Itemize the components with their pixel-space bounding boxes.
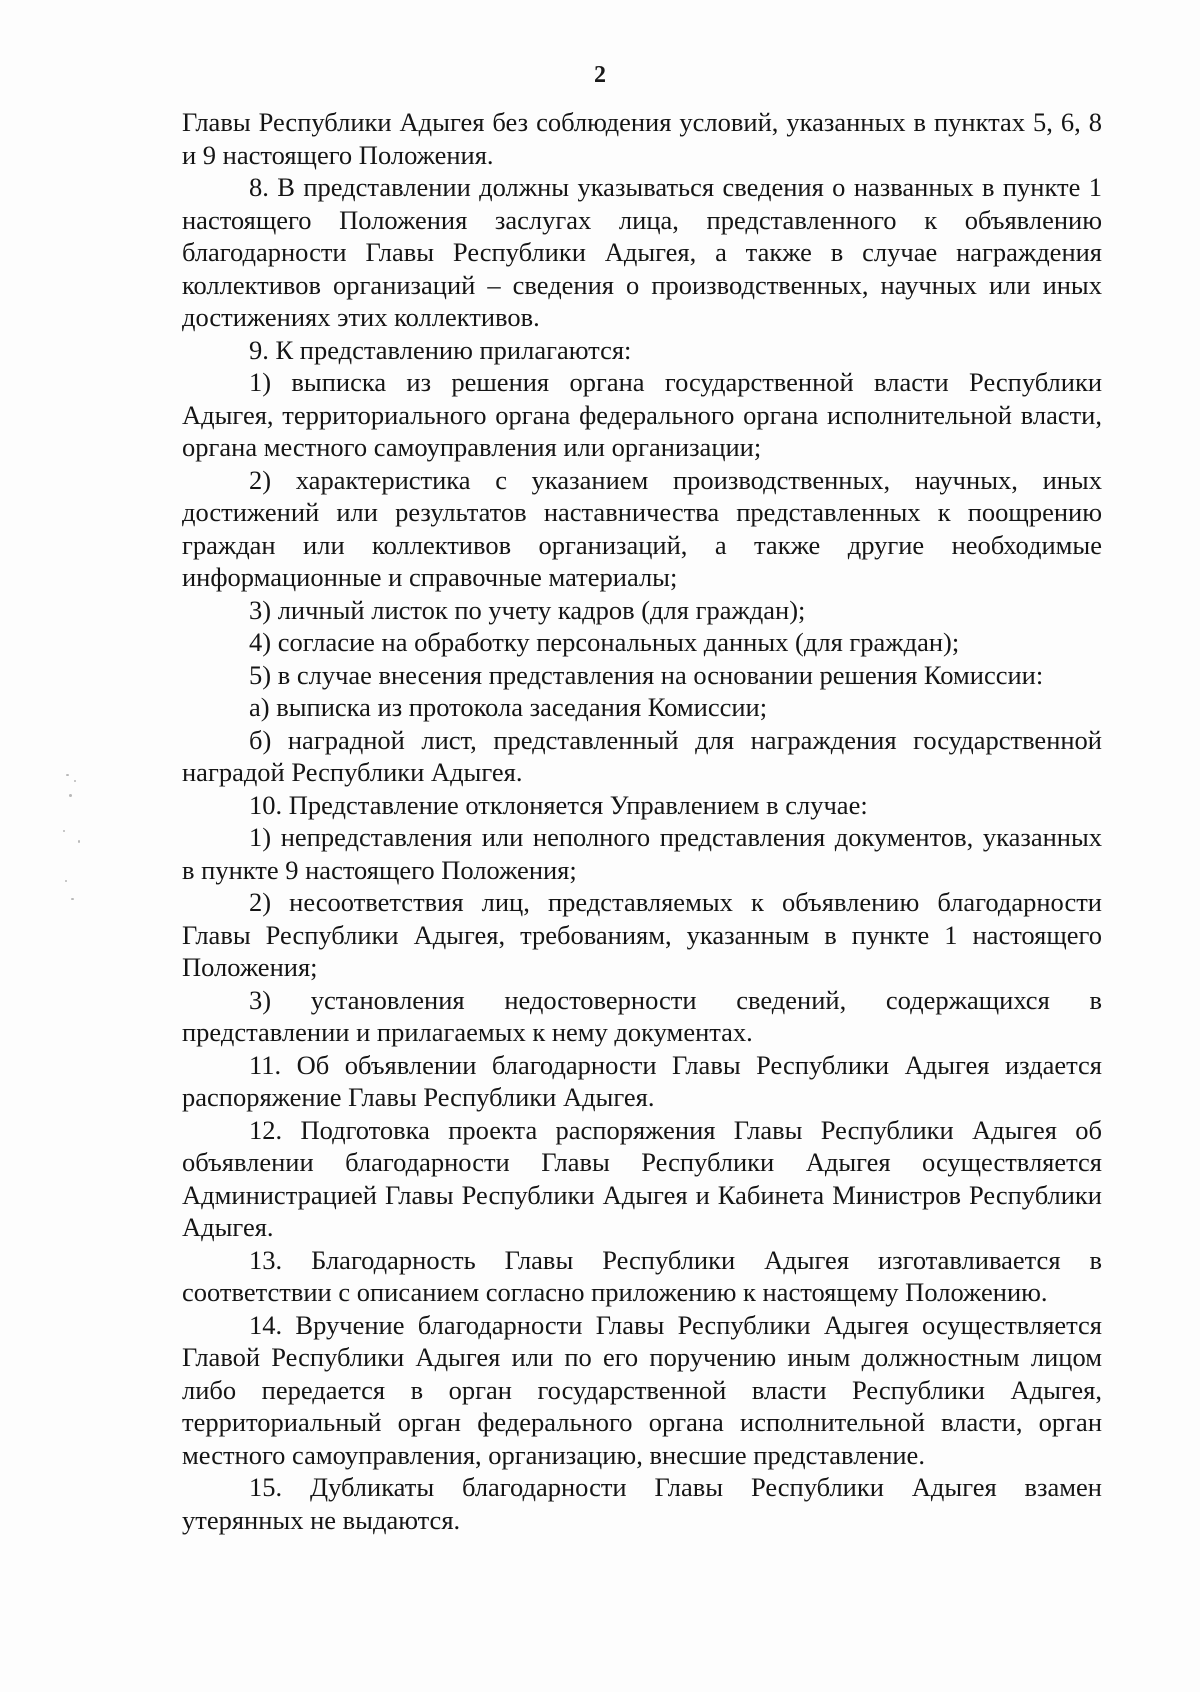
paragraph-item-13: 13. Благодарность Главы Республики Адыгея изготавливается в соответствии с описанием согласно приложению к настоящему Положению.: [182, 1244, 1102, 1307]
scan-speck: [65, 880, 67, 882]
scan-speck: [63, 830, 65, 832]
paragraph-item-15: 15. Дубликаты благодарности Главы Республики Адыгея взамен утерянных не выдаются.: [182, 1472, 1102, 1535]
paragraph-item-10-3: 3) установления недостоверности сведений, содержащихся в представлении и прилагаемых к нему документах.: [182, 984, 1102, 1047]
paragraph-item-10-2: 2) несоответствия лиц, представляемых к объявлению благодарности Главы Республики Адыгея, требованиям, указанным в пункте 1 настоящего Положения;: [182, 887, 1102, 982]
paragraph-item-9-4: 4) согласие на обработку персональных данных (для граждан);: [249, 627, 960, 657]
paragraph-item-9-1: 1) выписка из решения органа государственной власти Республики Адыгея, территориального органа федерального органа исполнительной власти, органа местного самоуправления или организации;: [182, 367, 1102, 462]
paragraph-item-9-5: 5) в случае внесения представления на основании решения Комиссии:: [249, 659, 1044, 690]
scan-artifacts: [60, 770, 90, 920]
scan-speck: [74, 780, 76, 782]
paragraph-item-11: 11. Об объявлении благодарности Главы Республики Адыгея издается распоряжение Главы Республики Адыгея.: [182, 1049, 1102, 1112]
scan-speck: [69, 794, 72, 797]
paragraph-item-9-5-b: б) наградной лист, представленный для награждения государственной наградой Республики Адыгея.: [182, 724, 1102, 787]
paragraph-item-9-5-a: а) выписка из протокола заседания Комиссии;: [249, 692, 768, 722]
paragraph-item-10: 10. Представление отклоняется Управлением в случае:: [249, 789, 868, 820]
scan-speck: [78, 840, 80, 843]
paragraph-item-10-1: 1) непредставления или неполного представления документов, указанных в пункте 9 настоящего Положения;: [182, 822, 1102, 885]
scan-speck: [71, 898, 74, 900]
scan-speck: [66, 774, 69, 776]
document-body: [182, 106, 1102, 1536]
paragraph-item-12: 12. Подготовка проекта распоряжения Главы Республики Адыгея об объявлении благодарности Главы Республики Адыгея осуществляется Администрацией Главы Республики Адыгея и Кабинета Министров Республики Адыгея.: [182, 1114, 1102, 1242]
paragraph-item-9-3: 3) личный листок по учету кадров (для граждан);: [249, 594, 806, 625]
paragraph-item-14: 14. Вручение благодарности Главы Республики Адыгея осуществляется Главой Республики Адыгея или по его поручению иным должностным лицом либо передается в орган государственной власти Республики Адыгея, территориальный орган федерального органа исполнительной власти, орган местного самоуправления, организацию, внесшие представление.: [182, 1309, 1102, 1470]
page-number: 2: [594, 62, 606, 88]
paragraph-item-8: 8. В представлении должны указываться сведения о названных в пункте 1 настоящего Положения заслугах лица, представленного к объявлению благодарности Главы Республики Адыгея, а также в случае награждения коллективов организаций – сведения о производственных, научных или иных достижениях этих коллективов.: [182, 172, 1102, 332]
paragraph-item-9: 9. К представлению прилагаются:: [249, 334, 632, 365]
paragraph-continuation: Главы Республики Адыгея без соблюдения условий, указанных в пунктах 5, 6, 8 и 9 настоящего Положения.: [182, 107, 1102, 170]
paragraph-item-9-2: 2) характеристика с указанием производственных, научных, иных достижений или результатов наставничества представленных к поощрению граждан или коллективов организаций, а также другие необходимые информационные и справочные материалы;: [182, 464, 1102, 592]
